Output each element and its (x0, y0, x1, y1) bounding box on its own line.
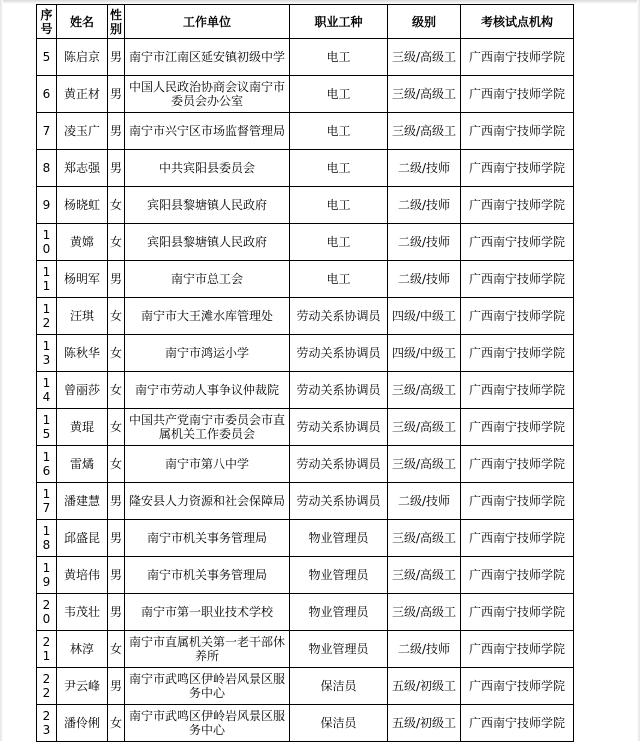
cell-job: 物业管理员 (290, 557, 388, 594)
cell-job: 物业管理员 (290, 594, 388, 631)
cell-sex: 男 (108, 668, 125, 705)
header-no: 序号 (37, 5, 57, 39)
cell-inst: 广西南宁技师学院 (461, 409, 574, 446)
cell-no: 21 (37, 631, 57, 668)
table-row (37, 483, 574, 520)
table-row (37, 187, 574, 224)
cell-job: 电工 (290, 113, 388, 150)
cell-sex: 男 (108, 39, 125, 76)
cell-name: 汪琪 (57, 298, 108, 335)
cell-org: 南宁市江南区延安镇初级中学 (125, 39, 290, 76)
cell-sex: 男 (108, 594, 125, 631)
table-row (37, 335, 574, 372)
table-row (37, 150, 574, 187)
header-name: 姓名 (57, 5, 108, 39)
cell-org: 南宁市武鸣区伊岭岩风景区服务中心 (125, 668, 290, 705)
cell-name: 凌玉广 (57, 113, 108, 150)
cell-job: 物业管理员 (290, 520, 388, 557)
header-job: 职业工种 (290, 5, 388, 39)
cell-level: 三级/高级工 (388, 520, 461, 557)
cell-name: 林淳 (57, 631, 108, 668)
cell-no: 13 (37, 335, 57, 372)
cell-name: 黄嫦 (57, 224, 108, 261)
cell-org: 南宁市机关事务管理局 (125, 557, 290, 594)
cell-org: 南宁市总工会 (125, 261, 290, 298)
cell-no: 14 (37, 372, 57, 409)
cell-name: 曾丽莎 (57, 372, 108, 409)
cell-no: 5 (37, 39, 57, 76)
cell-inst: 广西南宁技师学院 (461, 372, 574, 409)
roster-body (37, 39, 574, 742)
cell-no: 6 (37, 76, 57, 113)
cell-name: 尹云峰 (57, 668, 108, 705)
cell-name: 雷燏 (57, 446, 108, 483)
cell-job: 电工 (290, 150, 388, 187)
cell-sex: 女 (108, 224, 125, 261)
cell-sex: 男 (108, 76, 125, 113)
cell-level: 五级/初级工 (388, 668, 461, 705)
cell-sex: 女 (108, 446, 125, 483)
cell-name: 黄琨 (57, 409, 108, 446)
cell-name: 郑志强 (57, 150, 108, 187)
cell-level: 三级/高级工 (388, 409, 461, 446)
cell-no: 7 (37, 113, 57, 150)
cell-org: 中共宾阳县委员会 (125, 150, 290, 187)
cell-job: 保洁员 (290, 668, 388, 705)
cell-job: 电工 (290, 187, 388, 224)
cell-inst: 广西南宁技师学院 (461, 483, 574, 520)
cell-job: 电工 (290, 39, 388, 76)
cell-sex: 女 (108, 372, 125, 409)
cell-job: 劳动关系协调员 (290, 483, 388, 520)
header-org: 工作单位 (125, 5, 290, 39)
cell-level: 四级/中级工 (388, 298, 461, 335)
cell-job: 电工 (290, 76, 388, 113)
cell-level: 二级/技师 (388, 150, 461, 187)
cell-sex: 男 (108, 483, 125, 520)
table-row (37, 76, 574, 113)
table-row (37, 520, 574, 557)
cell-name: 潘建慧 (57, 483, 108, 520)
cell-org: 南宁市机关事务管理局 (125, 520, 290, 557)
cell-inst: 广西南宁技师学院 (461, 298, 574, 335)
cell-org: 南宁市第八中学 (125, 446, 290, 483)
table-row (37, 668, 574, 705)
table-row (37, 261, 574, 298)
cell-sex: 男 (108, 113, 125, 150)
cell-inst: 广西南宁技师学院 (461, 113, 574, 150)
table-row (37, 631, 574, 668)
cell-level: 二级/技师 (388, 483, 461, 520)
header-sex: 性别 (108, 5, 125, 39)
cell-name: 杨明军 (57, 261, 108, 298)
header-level: 级别 (388, 5, 461, 39)
cell-sex: 女 (108, 631, 125, 668)
table-row (37, 705, 574, 742)
cell-sex: 男 (108, 150, 125, 187)
header-row (37, 5, 574, 39)
cell-no: 19 (37, 557, 57, 594)
cell-no: 15 (37, 409, 57, 446)
cell-inst: 广西南宁技师学院 (461, 446, 574, 483)
cell-level: 三级/高级工 (388, 372, 461, 409)
cell-name: 陈秋华 (57, 335, 108, 372)
cell-no: 18 (37, 520, 57, 557)
cell-no: 9 (37, 187, 57, 224)
cell-job: 电工 (290, 261, 388, 298)
cell-org: 中国共产党南宁市委员会市直属机关工作委员会 (125, 409, 290, 446)
cell-inst: 广西南宁技师学院 (461, 39, 574, 76)
cell-level: 二级/技师 (388, 224, 461, 261)
cell-org: 南宁市第一职业技术学校 (125, 594, 290, 631)
cell-sex: 男 (108, 520, 125, 557)
cell-org: 中国人民政治协商会议南宁市委员会办公室 (125, 76, 290, 113)
cell-org: 南宁市劳动人事争议仲裁院 (125, 372, 290, 409)
cell-sex: 女 (108, 335, 125, 372)
cell-sex: 女 (108, 298, 125, 335)
cell-inst: 广西南宁技师学院 (461, 668, 574, 705)
cell-job: 劳动关系协调员 (290, 335, 388, 372)
cell-job: 物业管理员 (290, 631, 388, 668)
cell-inst: 广西南宁技师学院 (461, 520, 574, 557)
cell-inst: 广西南宁技师学院 (461, 705, 574, 742)
cell-no: 22 (37, 668, 57, 705)
cell-job: 电工 (290, 224, 388, 261)
cell-sex: 男 (108, 557, 125, 594)
cell-inst: 广西南宁技师学院 (461, 76, 574, 113)
cell-inst: 广西南宁技师学院 (461, 594, 574, 631)
cell-no: 20 (37, 594, 57, 631)
cell-no: 23 (37, 705, 57, 742)
cell-level: 三级/高级工 (388, 594, 461, 631)
cell-job: 劳动关系协调员 (290, 372, 388, 409)
cell-level: 三级/高级工 (388, 76, 461, 113)
cell-no: 8 (37, 150, 57, 187)
header-inst: 考核试点机构 (461, 5, 574, 39)
cell-job: 劳动关系协调员 (290, 298, 388, 335)
cell-name: 杨晓虹 (57, 187, 108, 224)
table-row (37, 39, 574, 76)
cell-inst: 广西南宁技师学院 (461, 631, 574, 668)
cell-name: 黄培伟 (57, 557, 108, 594)
cell-org: 南宁市武鸣区伊岭岩风景区服务中心 (125, 705, 290, 742)
cell-no: 10 (37, 224, 57, 261)
cell-level: 三级/高级工 (388, 113, 461, 150)
cell-level: 二级/技师 (388, 631, 461, 668)
cell-org: 南宁市大王滩水库管理处 (125, 298, 290, 335)
cell-no: 12 (37, 298, 57, 335)
table-row (37, 409, 574, 446)
table-row (37, 446, 574, 483)
left-shadow (0, 0, 3, 741)
cell-inst: 广西南宁技师学院 (461, 557, 574, 594)
cell-inst: 广西南宁技师学院 (461, 187, 574, 224)
table-row (37, 557, 574, 594)
cell-name: 邱盛昆 (57, 520, 108, 557)
cell-org: 宾阳县黎塘镇人民政府 (125, 187, 290, 224)
cell-level: 二级/技师 (388, 187, 461, 224)
table-row (37, 113, 574, 150)
cell-job: 劳动关系协调员 (290, 446, 388, 483)
cell-inst: 广西南宁技师学院 (461, 150, 574, 187)
table-row (37, 298, 574, 335)
cell-sex: 男 (108, 261, 125, 298)
cell-sex: 女 (108, 187, 125, 224)
cell-level: 三级/高级工 (388, 557, 461, 594)
cell-name: 韦茂壮 (57, 594, 108, 631)
cell-org: 宾阳县黎塘镇人民政府 (125, 224, 290, 261)
cell-level: 三级/高级工 (388, 39, 461, 76)
cell-inst: 广西南宁技师学院 (461, 224, 574, 261)
table-row (37, 224, 574, 261)
cell-name: 黄正材 (57, 76, 108, 113)
cell-inst: 广西南宁技师学院 (461, 261, 574, 298)
cell-sex: 女 (108, 409, 125, 446)
cell-org: 南宁市兴宁区市场监督管理局 (125, 113, 290, 150)
cell-job: 保洁员 (290, 705, 388, 742)
cell-no: 17 (37, 483, 57, 520)
table-row (37, 372, 574, 409)
cell-inst: 广西南宁技师学院 (461, 335, 574, 372)
cell-name: 潘伶俐 (57, 705, 108, 742)
cell-name: 陈启京 (57, 39, 108, 76)
cell-level: 四级/中级工 (388, 335, 461, 372)
cell-org: 南宁市直属机关第一老干部休养所 (125, 631, 290, 668)
cell-no: 16 (37, 446, 57, 483)
cell-org: 南宁市鸿运小学 (125, 335, 290, 372)
cell-sex: 女 (108, 705, 125, 742)
cell-job: 劳动关系协调员 (290, 409, 388, 446)
table-row (37, 594, 574, 631)
cell-org: 隆安县人力资源和社会保障局 (125, 483, 290, 520)
cell-no: 11 (37, 261, 57, 298)
cell-level: 五级/初级工 (388, 705, 461, 742)
cell-level: 三级/高级工 (388, 446, 461, 483)
cell-level: 二级/技师 (388, 261, 461, 298)
roster-table (36, 4, 574, 742)
